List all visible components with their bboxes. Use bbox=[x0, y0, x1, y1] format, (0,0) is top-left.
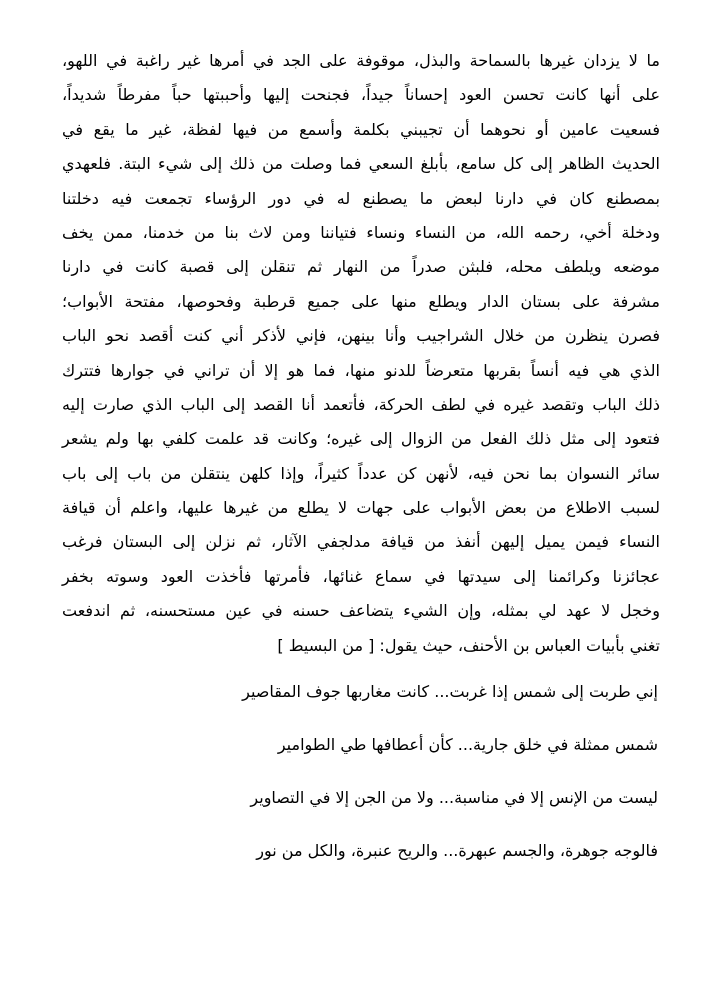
paragraph-line: فسعيت عامين أو نحوهما أن تجيبني بكلمة وأسمع من فيها لفظة، غير ما يقع في bbox=[62, 119, 660, 139]
document-page bbox=[62, 44, 660, 877]
verse-line: فالوجه جوهرة، والجسم عبهرة... والريح عنبرة، والكل من نور bbox=[256, 841, 658, 861]
verse-line: ليست من الإنس إلا في مناسبة... ولا من الجن إلا في التصاوير bbox=[250, 788, 658, 808]
paragraph-line: عجائزنا وكرائمنا إلى سيدتها في سماع غنائها، فأمرتها فأخذت العود وسوته بخفر bbox=[62, 566, 660, 586]
paragraph-line: وخجل لا عهد لي بمثله، وإن الشيء يتضاعف حسنه في عين مستحسنه، ثم اندفعت bbox=[62, 601, 660, 621]
paragraph-line: فتعود إلى مثل ذلك الفعل من الزوال إلى غيره؛ وكانت قد علمت كلفي بها ولم يشعر bbox=[62, 429, 660, 449]
poem-verses bbox=[62, 665, 660, 877]
paragraph-line: سائر النسوان بما نحن فيه، لأنهن كن عدداً كثيراً، وإذا كلهن ينتقلن من باب إلى باب bbox=[62, 463, 660, 483]
body-paragraph bbox=[62, 44, 660, 663]
paragraph-line: موضعه ويلطف محله، فلبثن صدراً من النهار ثم تنقلن إلى قصبة كانت في دارنا bbox=[62, 257, 660, 277]
paragraph-line: النساء فيمن يميل إليهن أنفذ من قيافة مدلجفي الآثار، ثم نزلن إلى البستان فرغب bbox=[62, 532, 660, 552]
paragraph-line: الحديث الظاهر إلى كل سامع، بأبلغ السعي فما وصلت من ذلك إلى شيء البتة. فلعهدي bbox=[62, 154, 660, 174]
paragraph-line: ما لا يزدان غيرها بالسماحة والبذل، موقوفة على الجد في أمرها غير راغبة في اللهو، bbox=[62, 51, 660, 70]
verse-line: إني طربت إلى شمس إذا غربت... كانت مغاربها جوف المقاصير bbox=[242, 682, 658, 702]
paragraph-line: بمصطنع كان في دارنا لبعض ما يصطنع له في دور الرؤساء تجمعت فيه دخلتنا bbox=[62, 188, 660, 208]
verse-line: شمس ممثلة في خلق جارية... كأن أعطافها طي الطوامير bbox=[277, 735, 658, 755]
paragraph-line: ذلك الباب وتقصد غيره في لطف الحركة، فأتعمد أنا القصد إلى الباب الذي صارت إليه bbox=[62, 394, 660, 414]
paragraph-line: ودخلة أخي، رحمه الله، من النساء ونساء فتياننا ومن لاث بنا من خدمنا، ممن يخف bbox=[62, 222, 660, 242]
paragraph-line: لسبب الاطلاع من بعض الأبواب على جهات لا يطلع من غيرها عليها، واعلم أن قيافة bbox=[62, 498, 660, 518]
paragraph-line: مشرفة على بستان الدار ويطلع منها على جميع قرطبة وفحوصها، مفتحة الأبواب؛ bbox=[62, 291, 660, 311]
paragraph-line: الذي هي فيه أنساً بقربها متعرضاً للدنو منها، فما هو إلا أن تراني في جوارها فتترك bbox=[62, 360, 660, 380]
paragraph-line: تغني بأبيات العباس بن الأحنف، حيث يقول: [ من البسيط ] bbox=[277, 635, 660, 655]
paragraph-line: على أنها كانت تحسن العود إحساناً جيداً، فجنحت إليها وأحببتها حباً مفرطاً شديداً، bbox=[62, 85, 660, 105]
paragraph-line: فصرن ينظرن من خلال الشراجيب وأنا بينهن، فإني لأذكر أني كنت أقصد نحو الباب bbox=[62, 326, 660, 346]
